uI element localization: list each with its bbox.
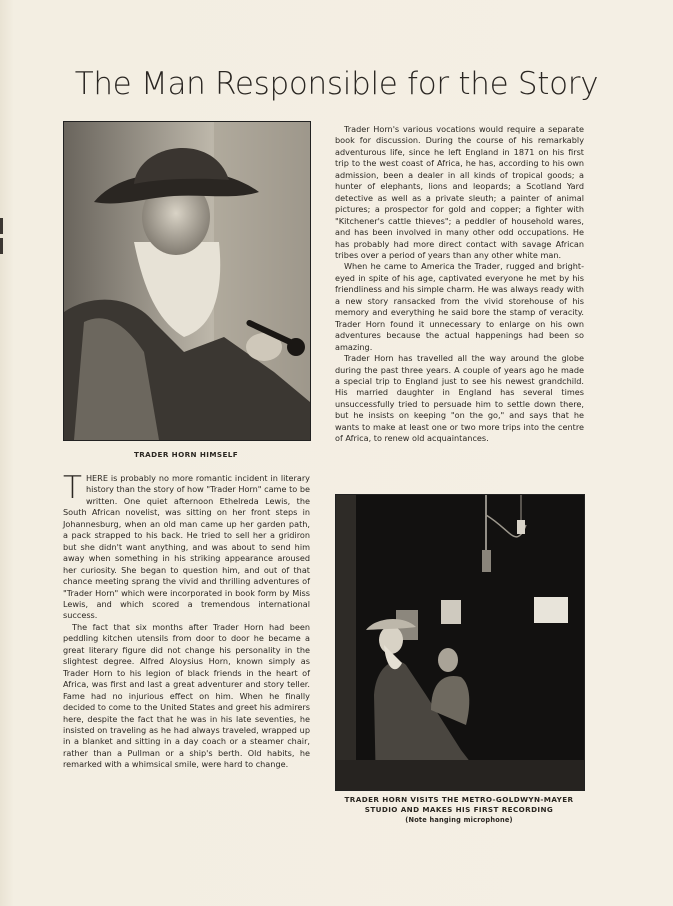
left-column — [63, 470, 310, 771]
paragraph: Trader Horn has travelled all the way around the globe during the past three years. A couple of years ago he made a special trip to England just to see his newest grandchild. His married daughter in England has several times unsuccessfully tried to persuade him to settle down there, but he insists on keeping "on the go," and says that he wants to make at least one or two more trips into the centre of Africa, to renew old acquaintances. — [335, 353, 584, 444]
binding-mark — [0, 218, 3, 234]
portrait-photo — [63, 121, 311, 441]
drop-cap: T — [63, 470, 82, 506]
studio-caption — [325, 795, 593, 825]
paragraph — [63, 470, 310, 622]
studio-photo — [335, 494, 585, 791]
studio-caption-line: TRADER HORN VISITS THE METRO-GOLDWYN-MAYER — [344, 795, 574, 804]
paragraph: When he came to America the Trader, rugged and bright-eyed in spite of his age, captivated everyone he met by his friendliness and his simple charm. He was always ready with a new story ransacked from the vivid storehouse of his memory and everything he said bore the stamp of veracity. Trader Horn found it unnecessary to enlarge on his own adventures because the actual happenings had been so amazing. — [335, 261, 584, 352]
studio-caption-line: STUDIO AND MAKES HIS FIRST RECORDING — [364, 805, 554, 814]
binding-mark — [0, 238, 3, 254]
page-title: The Man Responsible for the Story — [74, 66, 599, 102]
paragraph: Trader Horn's various vocations would require a separate book for discussion. During the course of his remarkably adventurous life, since he left England in 1871 on his first trip to the west coast of Africa, he has, according to his own admission, been a dealer in all kinds of tropical goods; a hunter of elephants, lions and leopards; a Scotland Yard detective as well as a private sleuth; a painter of animal pictures; a prospector for gold and copper; a fighter with "Kitchener's cattle thieves"; a peddler of household wares, and has been involved in many other odd occupations. He has probably had more direct contact with savage African tribes over a period of years than any other white man. — [335, 124, 584, 260]
paragraph: The fact that six months after Trader Horn had been peddling kitchen utensils from door to door he became a great literary figure did not change his personality in the slightest degree. Alfred Aloysius Horn, known simply as Trader Horn to his legion of black friends in the heart of Africa, was first and last a great adventurer and story teller. Fame had no injurious effect on him. When he finally decided to come to the United States and greet his admirers here, despite the fact that he was in his late seventies, he insisted on traveling as he had always traveled, wrapped up in a blanket and sitting in a day coach or a steamer chair, rather than a Pullman or a ship's berth. Old habits, he remarked with a whimsical smile, were hard to change. — [63, 621, 310, 770]
right-column — [335, 124, 584, 445]
studio-caption-note: (Note hanging microphone) — [405, 816, 513, 824]
paragraph-text: HERE is probably no more romantic incident in literary history than the story of how "Trader Horn" came to be written. One quiet afternoon Ethelreda Lewis, the South African novelist, was sitting on her front steps in Johannesburg, when an old man came up her garden path, a pack strapped to his back. He tried to sell her a gridiron but she didn't want anything, and was about to send him away when something in his striking appearance aroused her curiosity. She began to question him, and out of that chance meeting sprang the vivid and thrilling adventures of "Trader Horn" which were incorporated in book form by Miss Lewis, and which scored a tremendous international success. — [63, 473, 310, 621]
portrait-caption: TRADER HORN HIMSELF — [133, 450, 239, 459]
